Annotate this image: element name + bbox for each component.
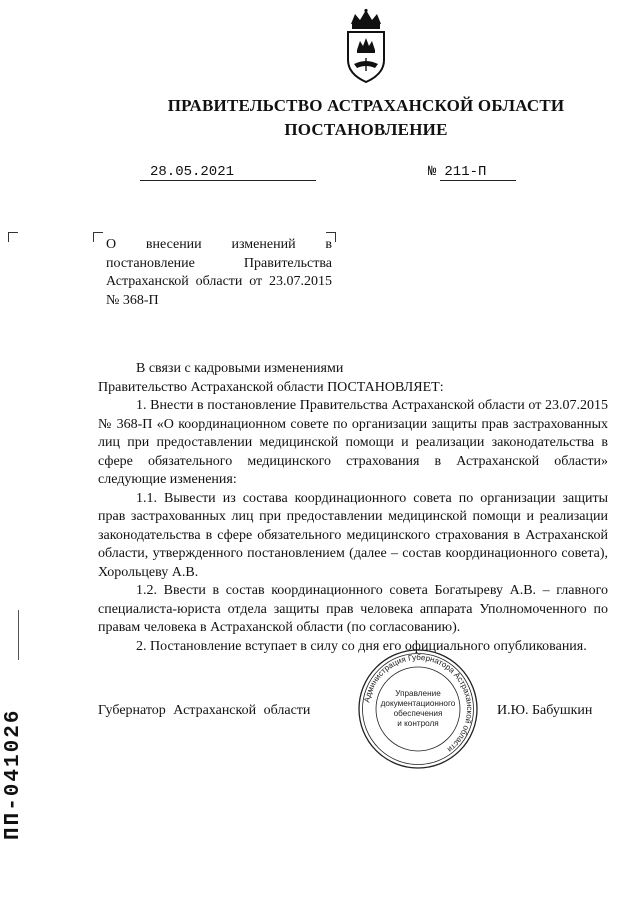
signatory-name: И.Ю. Бабушкин [497, 703, 593, 718]
paragraph-2: 2. Постановление вступает в силу со дня его официального опубликования. [136, 638, 587, 654]
document-date: 28.05.2021 [150, 164, 235, 180]
doc-type-title: ПОСТАНОВЛЕНИЕ [284, 120, 448, 139]
paragraph-1-1: 1.1. Вывести из состава координационного совета по организации защиты прав застрахованных лиц при предоставлении медицинской помощи и реализации законодательства в сфере обязательного медицинского страхования в Астраханской области, утвержденного постановлением (далее – состав координационного совета), Хорольцеву А.В. [98, 490, 608, 580]
stamp-line-2: документационного [380, 699, 456, 708]
intro-decree-line: Правительство Астраханской области ПОСТАНОВЛЯЕТ: [98, 379, 444, 395]
number-prefix: № [428, 164, 437, 180]
org-title: ПРАВИТЕЛЬСТВО АСТРАХАНСКОЙ ОБЛАСТИ [167, 96, 565, 115]
margin-scan-line [18, 610, 19, 660]
intro-line: В связи с кадровыми изменениями [136, 361, 344, 376]
stamp-ring-text: Администрация Губернатора Астраханской области [362, 652, 475, 755]
coat-of-arms-icon [343, 8, 389, 88]
subject-block: О внесении изменений в постановление Правительства Астраханской области от 23.07.2015 № 368-П [106, 237, 332, 308]
paragraph-1-2: 1.2. Ввести в состав координационного совета Богатыреву А.В. – главного специалиста-юриста отдела защиты прав человека аппарата Уполномоченного по правам человека в Астраханской области (по согласованию). [98, 583, 608, 635]
corner-mark [8, 232, 18, 242]
body-text [98, 360, 608, 656]
number-field [428, 162, 516, 180]
stamp-line-1: Управление [395, 689, 441, 698]
stamp-line-3: обеспечения [393, 709, 443, 718]
paragraph-1: 1. Внести в постановление Правительства Астраханской области от 23.07.2015 № 368-П «О координационном совете по организации защиты прав застрахованных лиц при предоставлении медицинской помощи и реализации законодательства в сфере обязательного медицинского страхования в Астраханской области» следующие изменения: [98, 398, 608, 487]
signatory-position: Губернатор Астраханской области [98, 703, 311, 718]
official-stamp [357, 648, 479, 770]
corner-mark [93, 232, 103, 242]
document-number: 211-П [440, 164, 516, 181]
date-field [140, 162, 316, 181]
stamp-line-4: и контроля [397, 719, 439, 728]
side-document-code: ПП-041026 [2, 708, 25, 840]
